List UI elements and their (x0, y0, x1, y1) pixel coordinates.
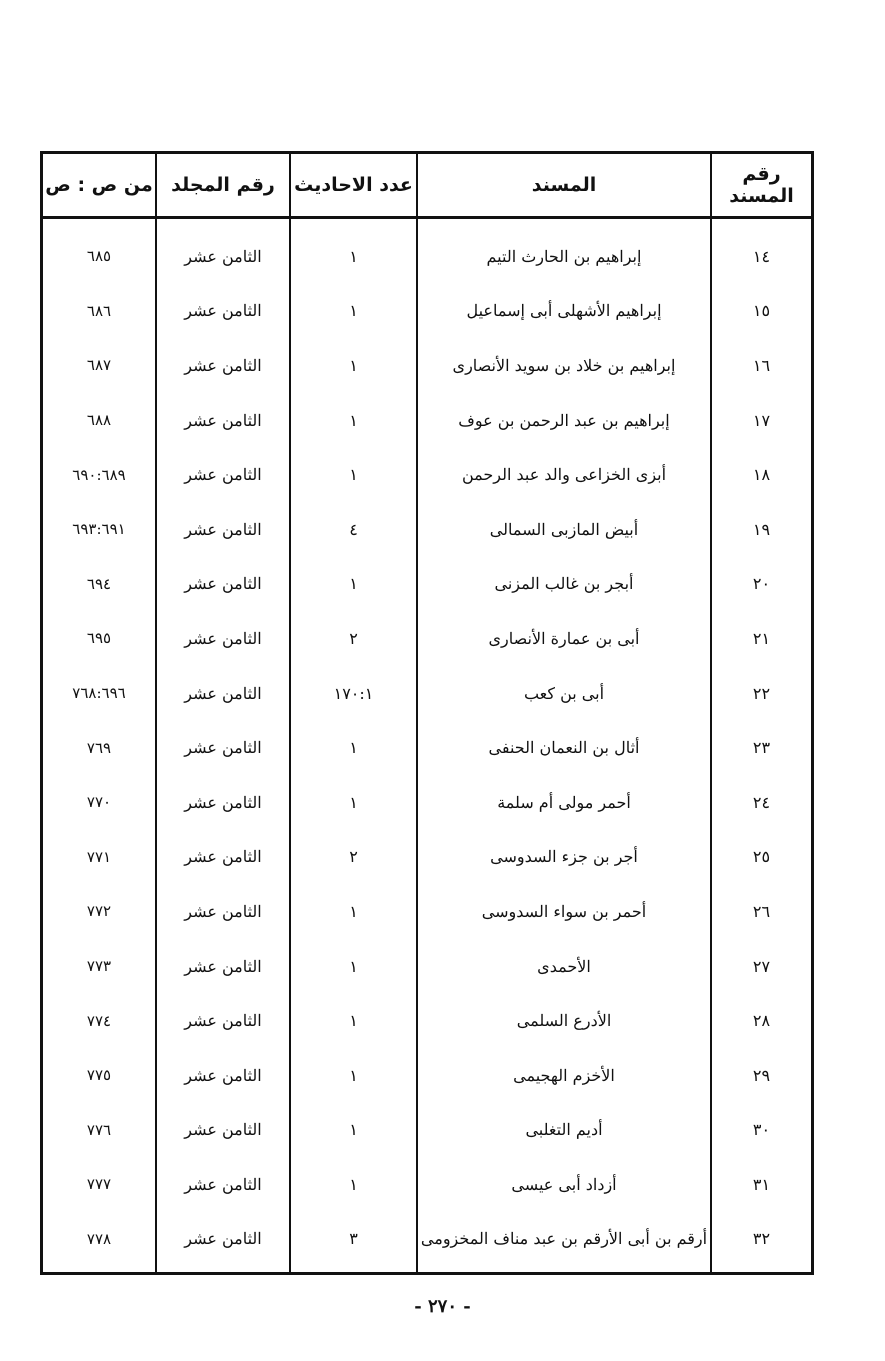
hadith-count-cell: ١ (290, 338, 417, 393)
page-range-cell: ٦٩٣:٦٩١ (72, 520, 126, 539)
musnad-name-cell: أرقم بن أبى الأرقم بن عبد مناف المخزومى (417, 1212, 711, 1275)
hadith-count-cell: ١ (290, 557, 417, 612)
hadith-count-cell: ١٧٠:١ (290, 666, 417, 721)
musnad-name-cell: إبراهيم الأشهلى أبى إسماعيل (417, 284, 711, 339)
volume-cell: الثامن عشر (156, 338, 290, 393)
musnad-number-cell: ٢٨ (711, 993, 811, 1048)
hadith-count-cell: ١ (290, 775, 417, 830)
table-row (43, 338, 811, 393)
musnad-name-cell: الأحمدى (417, 939, 711, 994)
volume-cell: الثامن عشر (156, 611, 290, 666)
table-row (43, 884, 811, 939)
page-range-cell: ٦٨٧ (86, 356, 112, 375)
header-musnad-name: المسند (417, 154, 711, 218)
musnad-name-cell: الأخزم الهجيمى (417, 1048, 711, 1103)
musnad-name-cell: إبراهيم بن الحارث التيم (417, 218, 711, 284)
musnad-name-cell: أجر بن جزء السدوسى (417, 830, 711, 885)
hadith-count-cell: ١ (290, 884, 417, 939)
musnad-number-cell: ٢٩ (711, 1048, 811, 1103)
table-body (43, 218, 811, 1275)
table-row (43, 775, 811, 830)
table-row (43, 720, 811, 775)
page-range-cell: ٦٨٨ (86, 411, 112, 430)
musnad-number-cell: ٢٣ (711, 720, 811, 775)
musnad-number-cell: ١٧ (711, 393, 811, 448)
table-row (43, 1157, 811, 1212)
hadith-count-cell: ١ (290, 1157, 417, 1212)
table-row (43, 1048, 811, 1103)
page-number: - ٢٧٠ - (414, 1296, 471, 1317)
hadith-count-cell: ٣ (290, 1212, 417, 1275)
musnad-name-cell: أزداد أبى عيسى (417, 1157, 711, 1212)
musnad-index-table (43, 154, 811, 1274)
musnad-number-cell: ٣١ (711, 1157, 811, 1212)
volume-cell: الثامن عشر (156, 1212, 290, 1275)
page-range-cell: ٧٧٤ (86, 1011, 112, 1030)
volume-cell: الثامن عشر (156, 284, 290, 339)
page-range-cell: ٧٧٨ (86, 1229, 112, 1248)
hadith-count-cell: ١ (290, 218, 417, 284)
table-row (43, 993, 811, 1048)
musnad-name-cell: إبراهيم بن عبد الرحمن بن عوف (417, 393, 711, 448)
musnad-name-cell: أديم التغلبى (417, 1103, 711, 1158)
hadith-count-cell: ١ (290, 447, 417, 502)
table-row (43, 284, 811, 339)
page-range-cell: ٧٧١ (86, 847, 112, 866)
table-row (43, 218, 811, 284)
musnad-number-cell: ١٥ (711, 284, 811, 339)
table-row (43, 393, 811, 448)
musnad-number-cell: ٢٧ (711, 939, 811, 994)
page-range-cell: ٧٧٢ (86, 902, 112, 921)
volume-cell: الثامن عشر (156, 393, 290, 448)
page-range-cell: ٧٧٦ (86, 1120, 112, 1139)
hadith-count-cell: ٢ (290, 611, 417, 666)
musnad-number-cell: ٢٠ (711, 557, 811, 612)
page-range-cell: ٦٩٤ (86, 574, 112, 593)
page-range-cell: ٦٨٥ (86, 247, 112, 266)
table-row (43, 502, 811, 557)
table-row (43, 1103, 811, 1158)
musnad-name-cell: أبجر بن غالب المزنى (417, 557, 711, 612)
header-page-range: من ص : ص (43, 154, 156, 218)
page-range-cell: ٧٧٥ (86, 1066, 112, 1085)
musnad-name-cell: أبى بن كعب (417, 666, 711, 721)
musnad-name-cell: الأدرع السلمى (417, 993, 711, 1048)
musnad-number-cell: ٣٠ (711, 1103, 811, 1158)
hadith-count-cell: ١ (290, 1048, 417, 1103)
musnad-name-cell: أحمر مولى أم سلمة (417, 775, 711, 830)
musnad-number-cell: ١٨ (711, 447, 811, 502)
hadith-count-cell: ١ (290, 284, 417, 339)
musnad-name-cell: إبراهيم بن خلاد بن سويد الأنصارى (417, 338, 711, 393)
page-range-cell: ٦٩٠:٦٨٩ (72, 465, 126, 484)
table-row (43, 830, 811, 885)
header-musnad-number: رقم المسند (711, 154, 811, 218)
musnad-name-cell: أثال بن النعمان الحنفى (417, 720, 711, 775)
hadith-count-cell: ١ (290, 720, 417, 775)
table-row (43, 557, 811, 612)
volume-cell: الثامن عشر (156, 993, 290, 1048)
musnad-number-cell: ٢١ (711, 611, 811, 666)
musnad-name-cell: أحمر بن سواء السدوسى (417, 884, 711, 939)
hadith-count-cell: ٢ (290, 830, 417, 885)
volume-cell: الثامن عشر (156, 1157, 290, 1212)
volume-cell: الثامن عشر (156, 1048, 290, 1103)
index-table-frame (40, 151, 814, 1275)
volume-cell: الثامن عشر (156, 666, 290, 721)
volume-cell: الثامن عشر (156, 884, 290, 939)
hadith-count-cell: ٤ (290, 502, 417, 557)
musnad-name-cell: أبيض المازبى السمالى (417, 502, 711, 557)
page-range-cell: ٦٩٥ (86, 629, 112, 648)
volume-cell: الثامن عشر (156, 447, 290, 502)
table-row (43, 666, 811, 721)
musnad-number-cell: ٢٢ (711, 666, 811, 721)
page-range-cell: ٦٨٦ (86, 301, 112, 320)
header-volume-number: رقم المجلد (156, 154, 290, 218)
page-range-cell: ٧٧٧ (86, 1175, 112, 1194)
musnad-name-cell: أبزى الخزاعى والد عبد الرحمن (417, 447, 711, 502)
musnad-number-cell: ١٤ (711, 218, 811, 284)
volume-cell: الثامن عشر (156, 1103, 290, 1158)
hadith-count-cell: ١ (290, 993, 417, 1048)
table-row (43, 939, 811, 994)
musnad-number-cell: ٢٥ (711, 830, 811, 885)
page-range-cell: ٧٧٣ (86, 957, 112, 976)
volume-cell: الثامن عشر (156, 720, 290, 775)
volume-cell: الثامن عشر (156, 557, 290, 612)
page-range-cell: ٧٦٩ (86, 738, 112, 757)
table-row (43, 1212, 811, 1275)
table-header-row (43, 154, 811, 218)
page-range-cell: ٧٦٨:٦٩٦ (72, 684, 126, 703)
volume-cell: الثامن عشر (156, 218, 290, 284)
hadith-count-cell: ١ (290, 939, 417, 994)
table-row (43, 447, 811, 502)
musnad-number-cell: ٣٢ (711, 1212, 811, 1275)
musnad-number-cell: ٢٤ (711, 775, 811, 830)
volume-cell: الثامن عشر (156, 775, 290, 830)
volume-cell: الثامن عشر (156, 502, 290, 557)
page-range-cell: ٧٧٠ (86, 793, 112, 812)
volume-cell: الثامن عشر (156, 830, 290, 885)
musnad-number-cell: ٢٦ (711, 884, 811, 939)
header-hadith-count: عدد الاحاديث (290, 154, 417, 218)
musnad-number-cell: ١٦ (711, 338, 811, 393)
hadith-count-cell: ١ (290, 393, 417, 448)
musnad-name-cell: أبى بن عمارة الأنصارى (417, 611, 711, 666)
table-row (43, 611, 811, 666)
hadith-count-cell: ١ (290, 1103, 417, 1158)
volume-cell: الثامن عشر (156, 939, 290, 994)
musnad-number-cell: ١٩ (711, 502, 811, 557)
